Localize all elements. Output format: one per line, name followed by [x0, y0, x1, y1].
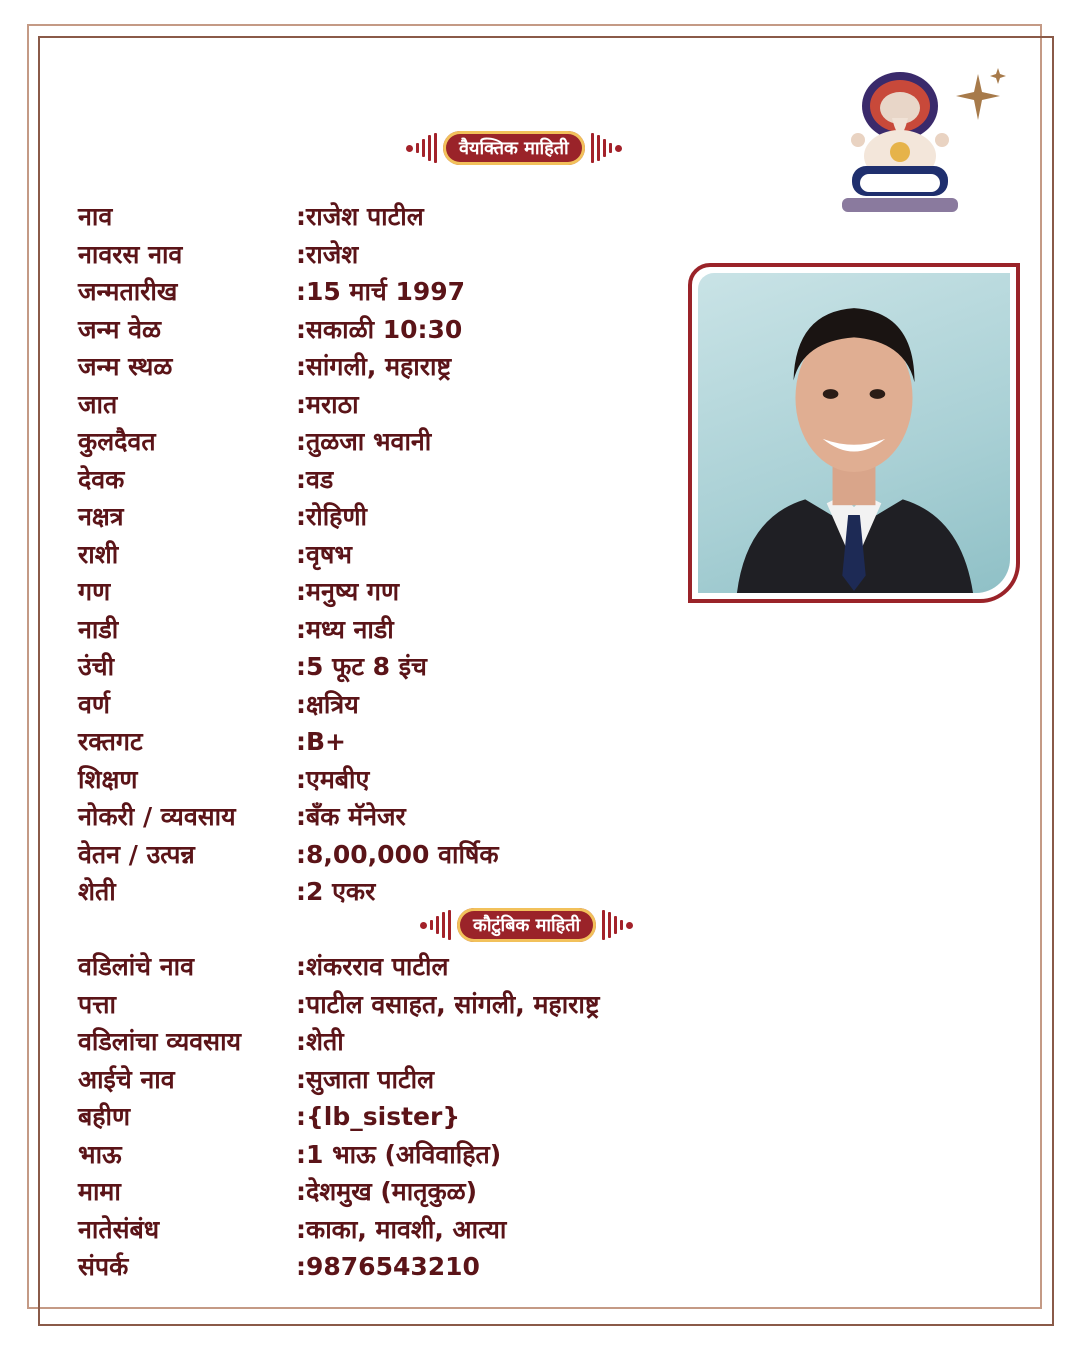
detail-label: नक्षत्र: [78, 502, 124, 531]
detail-value: :राजेश: [296, 239, 359, 269]
detail-value: :सुजाता पाटील: [296, 1064, 435, 1094]
detail-label: शेती: [78, 877, 116, 906]
detail-row: [78, 273, 465, 309]
detail-label: पत्ता: [78, 989, 116, 1019]
detail-row: [78, 761, 369, 797]
detail-label: नाव: [78, 202, 113, 231]
detail-row: [78, 611, 394, 647]
detail-row: [78, 1023, 344, 1059]
detail-value: :वड: [296, 464, 334, 494]
detail-value: :B+: [296, 726, 346, 756]
detail-label: नातेसंबंध: [78, 1214, 160, 1244]
family-section-header: [420, 905, 633, 945]
detail-row: [78, 798, 406, 834]
detail-value: :मध्य नाडी: [296, 614, 394, 644]
detail-row: [78, 948, 448, 984]
detail-value: :क्षत्रिय: [296, 689, 359, 719]
detail-label: वेतन / उत्पन्न: [78, 839, 195, 869]
detail-label: कुलदैवत: [78, 427, 156, 456]
detail-value: :राजेश पाटील: [296, 202, 424, 231]
detail-value: :पाटील वसाहत, सांगली, महाराष्ट्र: [296, 989, 600, 1019]
detail-label: जात: [78, 389, 118, 419]
detail-row: [78, 723, 346, 759]
detail-value: :5 फूट 8 इंच: [296, 652, 427, 681]
detail-row: [78, 573, 399, 609]
detail-label: जन्मतारीख: [78, 277, 178, 306]
sparkle-icon: [948, 66, 1010, 128]
detail-row: [78, 648, 427, 684]
detail-label: बहीण: [78, 1102, 131, 1131]
profile-photo: [698, 273, 1010, 593]
detail-value: :सांगली, महाराष्ट्र: [296, 352, 452, 381]
detail-row: [78, 1098, 460, 1134]
detail-label: राशी: [78, 539, 119, 569]
detail-value: :2 एकर: [296, 877, 376, 906]
detail-label: भाऊ: [78, 1139, 122, 1169]
detail-value: :1 भाऊ (अविवाहित): [296, 1139, 502, 1169]
detail-value: :बँक मॅनेजर: [296, 802, 406, 831]
detail-row: [78, 1248, 480, 1284]
detail-value: :एमबीए: [296, 764, 370, 794]
detail-label: वडिलांचा व्यवसाय: [78, 1027, 242, 1056]
detail-label: मामा: [78, 1177, 121, 1206]
detail-value: :सकाळी 10:30: [296, 314, 463, 344]
detail-label: जन्म स्थळ: [78, 352, 173, 381]
detail-row: [78, 536, 352, 572]
detail-row: [78, 348, 451, 384]
detail-value: :वृषभ: [296, 539, 352, 569]
detail-value: :देशमुख (मातृकुळ): [296, 1177, 478, 1206]
detail-row: [78, 1136, 501, 1172]
detail-label: नाडी: [78, 614, 119, 644]
detail-row: [78, 423, 431, 459]
family-section-title: कौटुंबिक माहिती: [457, 908, 596, 942]
detail-row: [78, 461, 333, 497]
detail-value: :15 मार्च 1997: [296, 277, 466, 306]
detail-value: :{lb_sister}: [296, 1101, 461, 1131]
detail-row: [78, 198, 424, 234]
detail-row: [78, 386, 359, 422]
detail-row: [78, 986, 599, 1022]
detail-label: रक्तगट: [78, 727, 143, 756]
detail-value: :काका, मावशी, आत्या: [296, 1214, 507, 1244]
detail-row: [78, 236, 358, 272]
detail-row: [78, 686, 359, 722]
detail-row: [78, 498, 367, 534]
detail-label: शिक्षण: [78, 764, 138, 794]
detail-value: :तुळजा भवानी: [296, 427, 432, 456]
detail-label: नोकरी / व्यवसाय: [78, 802, 236, 831]
detail-row: [78, 311, 462, 347]
detail-value: :शंकरराव पाटील: [296, 952, 449, 981]
detail-value: :शेती: [296, 1027, 344, 1056]
detail-row: [78, 1173, 477, 1209]
detail-value: :8,00,000 वार्षिक: [296, 839, 499, 869]
detail-label: जन्म वेळ: [78, 314, 162, 344]
detail-label: आईचे नाव: [78, 1064, 175, 1094]
detail-value: :9876543210: [296, 1251, 480, 1281]
personal-section-header: [406, 128, 622, 168]
detail-label: वडिलांचे नाव: [78, 952, 195, 981]
detail-row: [78, 836, 499, 872]
detail-label: वर्ण: [78, 689, 110, 719]
detail-label: संपर्क: [78, 1252, 129, 1281]
detail-value: :रोहिणी: [296, 502, 367, 531]
detail-label: देवक: [78, 464, 125, 494]
profile-photo-frame: [688, 263, 1020, 603]
detail-row: [78, 1061, 434, 1097]
detail-row: [78, 873, 375, 909]
detail-value: :मनुष्य गण: [296, 577, 400, 606]
personal-section-title: वैयक्तिक माहिती: [443, 131, 585, 165]
detail-label: गण: [78, 577, 111, 606]
detail-label: नावरस नाव: [78, 239, 183, 269]
detail-label: उंची: [78, 652, 115, 681]
detail-value: :मराठा: [296, 389, 359, 419]
detail-row: [78, 1211, 506, 1247]
